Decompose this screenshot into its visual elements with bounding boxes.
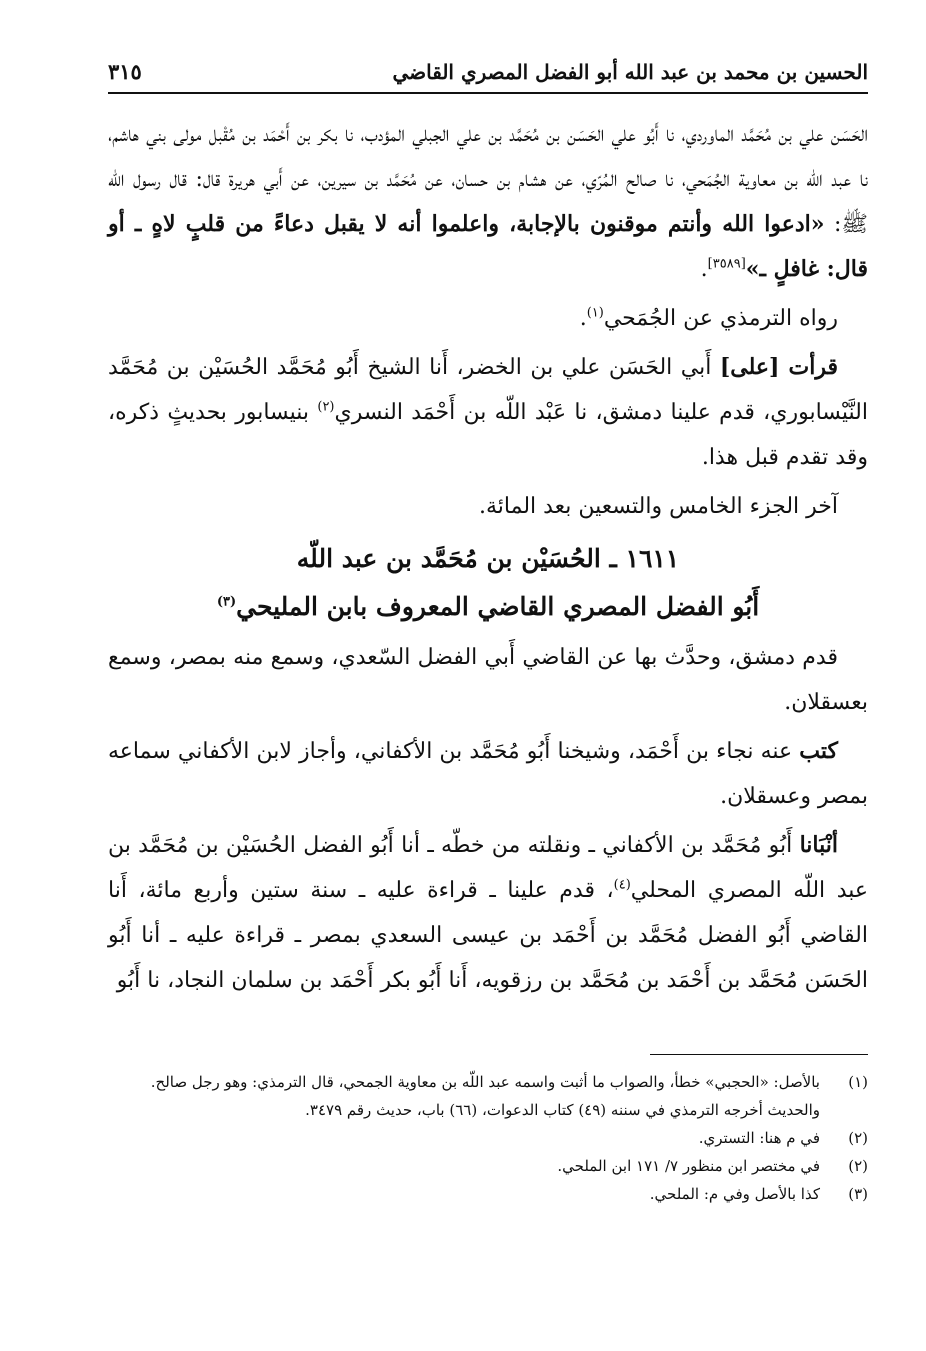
kataba-lead: كتب [799, 738, 838, 764]
footnote [108, 1068, 868, 1096]
qiraah-lead: قرأت [على] [719, 354, 839, 380]
paragraph-anbana [108, 823, 868, 1003]
paragraph-kataba [108, 729, 868, 819]
header-rule [108, 92, 868, 94]
anbana-lead: أنْبَانا [799, 832, 838, 858]
footnote-rule [650, 1054, 868, 1055]
paragraph-isnad: الحَسَن علي بن مُحَمَّد الماوردي، نا أَبُو علي الحَسَن بن مُحَمَّد بن علي الجبلي المؤدب، نا بكر بن أَحْمَد بن مُقْبل مولى بني هاشم، نا عبد اللّه بن معاوية الجُمَحي، نا صالح المُرّي، عن هشام بن حسان، عن مُحَمَّد بن سيرين، عن أَبي هريرة قال: قال رسول الله ﷺ: «ادعوا الله وأنتم موقنون بالإجابة، واعلموا أنه لا يقبل دعاءً من قلبٍ لاهٍ ـ أو قال: غافلٍ ـ»[٣٥٨٩]. [108, 122, 868, 282]
footnote-text: في مختصر ابن منظور ٧/ ١٧١ ابن الملحي. [557, 1157, 820, 1175]
footnote-text: والحديث أخرجه الترمذي في سننه (٤٩) كتاب الدعوات، (٦٦) باب، حديث رقم ٣٤٧٩. [305, 1101, 820, 1119]
kataba-text: عنه نجاء بن أَحْمَد، وشيخنا أَبُو مُحَمَّد بن الأكفاني، وأجاز لابن الأكفاني سماعه بمصر وعسقلان. [108, 739, 868, 809]
footnote-marker-3: (٣) [216, 594, 237, 610]
footnotes [108, 1068, 868, 1208]
riwayah-text: رواه الترمذي عن الجُمَحي [603, 306, 838, 331]
page-number: ٣١٥ [108, 59, 142, 84]
paragraph-riwayah: رواه الترمذي عن الجُمَحي$^{(١)}$. [579, 305, 838, 331]
juz-end-note: آخر الجزء الخامس والتسعين بعد المائة. [478, 494, 838, 519]
footnote-number: (١) [848, 1073, 868, 1091]
footnote-text: كذا بالأصل وفي م: الملحي. [649, 1185, 820, 1203]
biography-subheading [108, 583, 868, 631]
main-text [108, 112, 868, 1003]
footnote-marker-4: (٤) [613, 877, 631, 893]
footnote-marker-1: (١) [586, 305, 604, 321]
footnote [108, 1124, 868, 1152]
paragraph-biography: قدم دمشق، وحدَّث بها عن القاضي أَبي الفضل السّعدي، وسمع منه بمصر، وسمع بعسقلان. [108, 645, 868, 715]
footnote-number [820, 1096, 868, 1124]
running-title: الحسين بن محمد بن عبد الله أبو الفضل المصري القاضي [392, 60, 868, 84]
footnote-number: (٢) [848, 1157, 868, 1175]
running-header [108, 54, 868, 90]
footnote-text: في م هنا: التستري. [698, 1129, 820, 1147]
hadith-quote: «ادعوا الله وأنتم موقنون بالإجابة، واعلموا أنه لا يقبل دعاءً من قلبٍ لاهٍ ـ أو قال: غافلٍ ـ» [108, 211, 868, 282]
footnote [108, 1152, 868, 1180]
isnad-text: الحَسَن علي بن مُحَمَّد الماوردي، نا أَبُو علي الحَسَن بن مُحَمَّد بن علي الجبلي المؤدب، نا بكر بن أَحْمَد بن مُقْبل مولى بني هاشم، نا عبد اللّه بن معاوية الجُمَحي، نا صالح المُرّي، عن هشام بن حسان، عن مُحَمَّد بن سيرين، عن أَبي هريرة قال: قال رسول الله ﷺ: [108, 122, 868, 237]
biography-subheading-text: أَبُو الفضل المصري القاضي المعروف بابن المليحي [236, 592, 760, 621]
biography-heading: ١٦١١ ـ الحُسَيْن بن مُحَمَّد بن عبد اللّه [296, 544, 680, 573]
footnote [108, 1096, 868, 1124]
footnote-text: بالأصل: «الحجبي» خطأ، والصواب ما أثبت واسمه عبد اللّه بن معاوية الجمحي، قال الترمذي: وهو رجل صالح. [150, 1073, 820, 1091]
footnote [108, 1180, 868, 1208]
paragraph-qiraah [108, 345, 868, 480]
footnote-marker-2: (٢) [317, 399, 335, 415]
qiraah-text: أَبي الحَسَن علي بن الخضر، أَنا الشيخ أَبُو مُحَمَّد الحُسَيْن بن مُحَمَّد النَّيْسابوري، قدم علينا دمشق، نا عَبْد اللّه بن أَحْمَد النسري [108, 355, 868, 425]
anbana-text: أَبُو مُحَمَّد بن الأكفاني ـ ونقلته من خطّه ـ أنا أَبُو الفضل الحُسَيْن بن مُحَمَّد بن عبد اللّه المصري المحلي [108, 833, 869, 903]
footnote-number: (٣) [848, 1185, 868, 1203]
hadith-reference: [٣٥٨٩] [707, 256, 746, 272]
footnote-number: (٢) [848, 1129, 868, 1147]
anbana-text-end: ، قدم علينا ـ قراءة عليه ـ سنة ستين وأربع مائة، أَنا القاضي أَبُو الفضل مُحَمَّد بن أَحْمَد بن عيسى السعدي بمصر ـ قراءة عليه ـ أنا أَبُو الحَسَن مُحَمَّد بن أَحْمَد بن مُحَمَّد بن رزقويه، أَنا أَبُو بكر أَحْمَد بن سلمان النجاد، نا أَبُو [108, 878, 868, 993]
qiraah-text-end: بنيسابور بحديثٍ ذكره، وقد تقدم قبل هذا. [108, 400, 868, 470]
